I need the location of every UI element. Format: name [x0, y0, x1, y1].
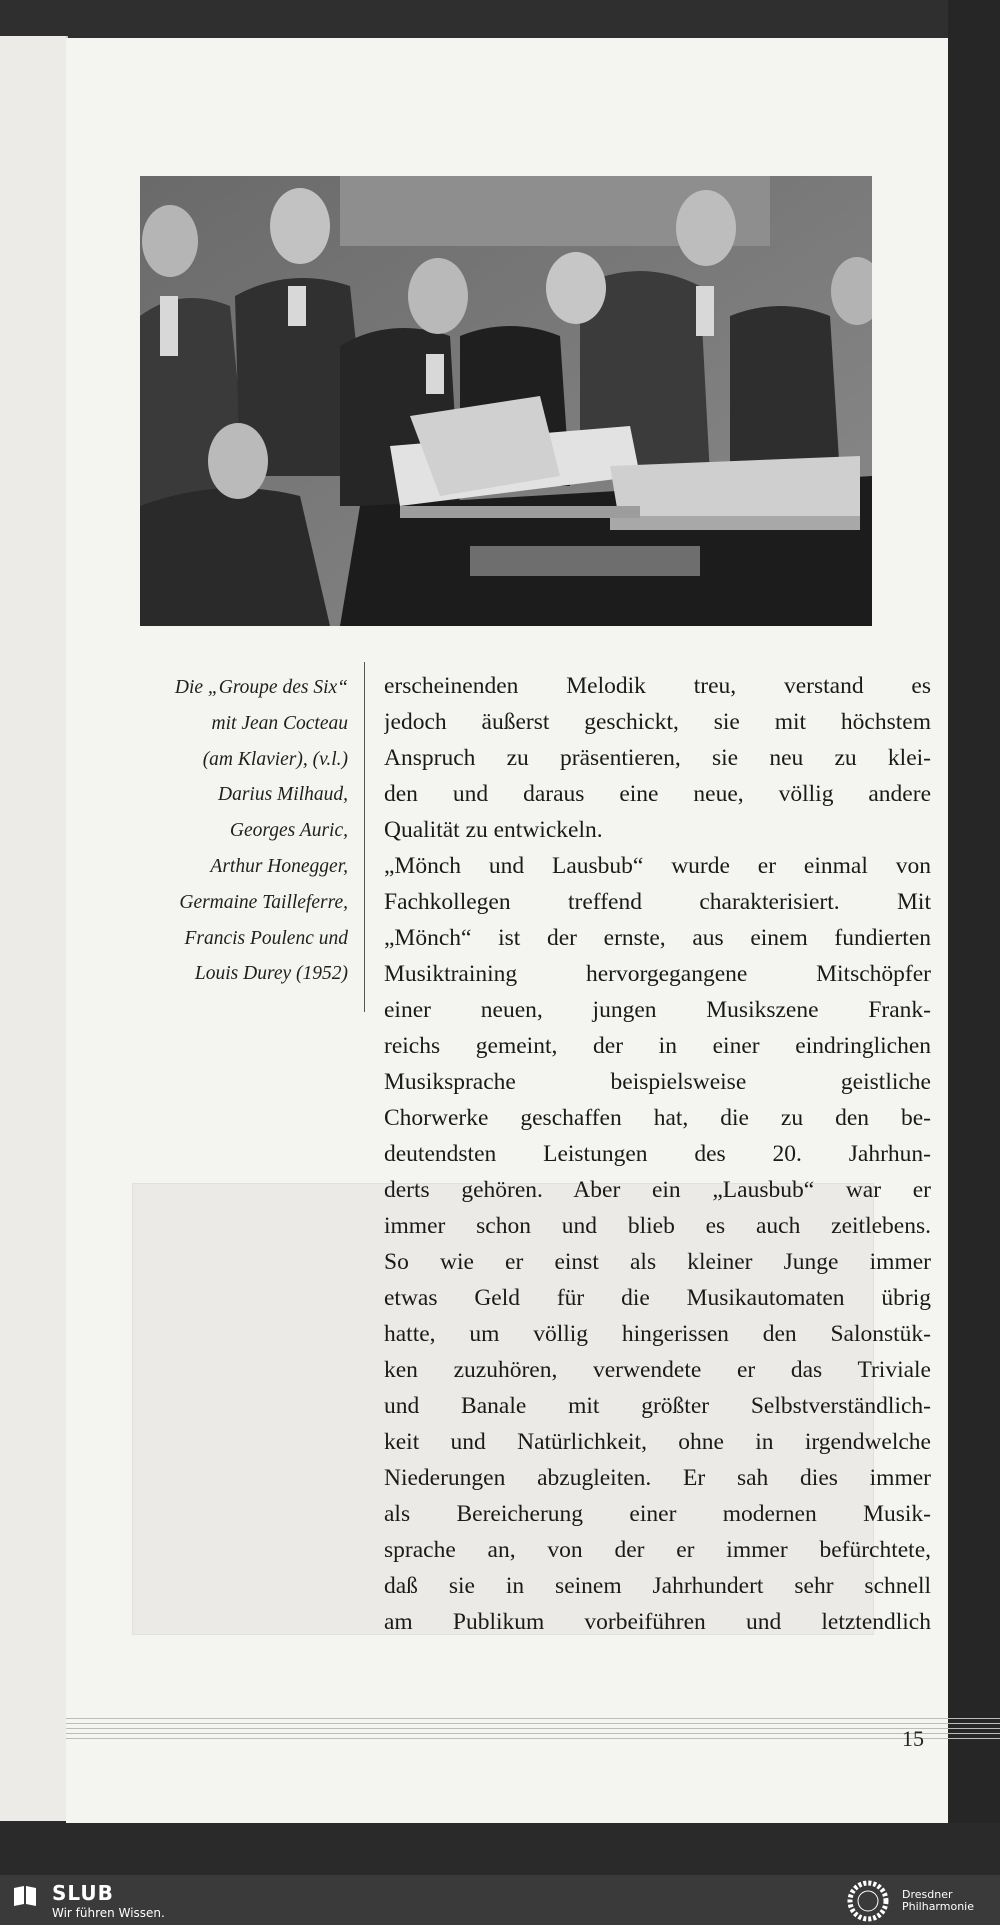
body-line: derts gehören. Aber ein „Lausbub“ war er [384, 1177, 931, 1203]
body-line: sprache an, von der er immer befürchtete, [384, 1537, 931, 1563]
book-icon [12, 1885, 38, 1907]
page-number: 15 [902, 1726, 924, 1751]
scan-background-right [948, 0, 1000, 1875]
caption-line: Francis Poulenc und [184, 927, 348, 949]
philharmonie-logo-icon [842, 1879, 894, 1923]
body-line: deutendsten Leistungen des 20. Jahrhun- [384, 1141, 931, 1167]
body-line: Fachkollegen treffend charakterisiert. Mit [384, 889, 931, 915]
body-line: Niederungen abzugleiten. Er sah dies immer [384, 1465, 931, 1491]
caption-line: Arthur Honegger, [210, 855, 348, 877]
caption-line: (am Klavier), (v.l.) [202, 748, 348, 770]
body-line: etwas Geld für die Musikautomaten übrig [384, 1285, 931, 1311]
partner-name-line1: Dresdner [902, 1888, 953, 1901]
body-line: Anspruch zu präsentieren, sie neu zu klei- [384, 745, 931, 771]
previous-page-edge [0, 36, 68, 1821]
scan-background-top [0, 0, 1000, 38]
scan-background-bottom [0, 1823, 1000, 1875]
body-line: als Bereicherung einer modernen Musik- [384, 1501, 931, 1527]
caption-line: mit Jean Cocteau [211, 712, 348, 734]
body-line: „Mönch und Lausbub“ wurde er einmal von [384, 853, 931, 879]
body-line: Qualität zu entwickeln. [384, 817, 603, 843]
body-line: Chorwerke geschaffen hat, die zu den be- [384, 1105, 931, 1131]
body-line: den und daraus eine neue, völlig andere [384, 781, 931, 807]
body-line: „Mönch“ ist der ernste, aus einem fundierten [384, 925, 931, 951]
partner-name [902, 1889, 974, 1913]
caption-line: Louis Durey (1952) [194, 963, 348, 985]
body-line: erscheinenden Melodik treu, verstand es [384, 673, 931, 699]
caption-divider [364, 662, 365, 1012]
body-line: Musiksprache beispielsweise geistliche [384, 1069, 931, 1095]
body-line: keit und Natürlichkeit, ohne in irgendwelche [384, 1429, 931, 1455]
body-line: immer schon und blieb es auch zeitlebens. [384, 1213, 931, 1239]
caption-line: Darius Milhaud, [217, 784, 348, 806]
body-line: einer neuen, jungen Musikszene Frank- [384, 997, 931, 1023]
body-line: Musiktraining hervorgegangene Mitschöpfer [384, 961, 931, 987]
body-line: daß sie in seinem Jahrhundert sehr schnell [384, 1573, 931, 1599]
body-line: jedoch äußerst geschickt, sie mit höchstem [384, 709, 931, 735]
partner-name-line2: Philharmonie [902, 1900, 974, 1913]
photo-caption [138, 670, 348, 992]
caption-line: Georges Auric, [229, 820, 348, 842]
document-page [66, 38, 948, 1823]
caption-line: Germaine Tailleferre, [179, 891, 348, 913]
viewer-footer [0, 1875, 1000, 1925]
body-line: ken zuzuhören, verwendete er das Triviale [384, 1357, 931, 1383]
body-line: hatte, um völlig hingerissen den Salonstük- [384, 1321, 931, 1347]
body-line: reichs gemeint, der in einer eindringlichen [384, 1033, 931, 1059]
library-tagline: Wir führen Wissen. [52, 1906, 165, 1920]
article-body [384, 668, 931, 1640]
library-name: SLUB [52, 1881, 114, 1905]
body-line: am Publikum vorbeiführen und letztendlich [384, 1609, 931, 1635]
body-line: und Banale mit größter Selbstverständlich- [384, 1393, 931, 1419]
footer-rules [66, 1718, 1000, 1743]
group-photo [140, 176, 872, 626]
caption-line: Die „Groupe des Six“ [174, 677, 348, 698]
body-line: So wie er einst als kleiner Junge immer [384, 1249, 931, 1275]
